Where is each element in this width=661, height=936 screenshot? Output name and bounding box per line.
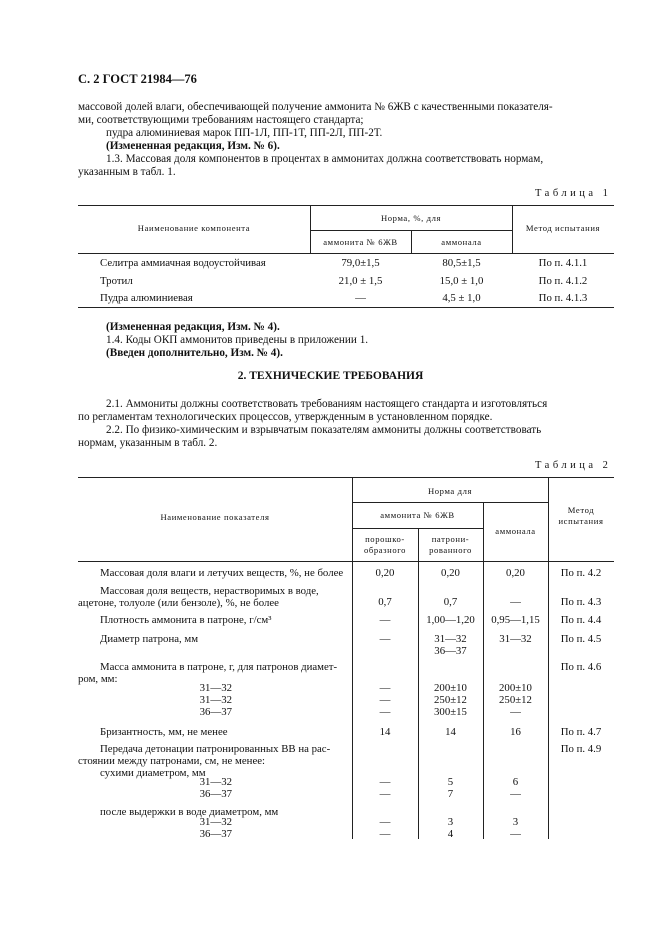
table2-header-amm6: аммонита № 6ЖВ xyxy=(380,510,455,520)
table-cell: 7 xyxy=(447,788,454,800)
table-cell: Массовая доля веществ, нерастворимых в воде, xyxy=(100,585,319,597)
table-cell: Плотность аммонита в патроне, г/см³ xyxy=(100,614,272,626)
table-cell: 200±10 xyxy=(434,682,467,694)
amendment-note: (Введен дополнительно, Изм. № 4). xyxy=(106,347,283,359)
table-cell: 4 xyxy=(447,828,454,840)
table2-header-cartridge: патрони- xyxy=(431,534,470,544)
table-cell: 31—32 xyxy=(199,816,232,828)
table-cell: — xyxy=(379,633,391,645)
text-line: 1.3. Массовая доля компонентов в процентах в аммонитах должна соответствовать нормам, xyxy=(106,153,544,165)
table-cell: — xyxy=(510,828,521,840)
table-cell: 0,7 xyxy=(443,596,458,608)
table2-header-method: Метод xyxy=(567,505,595,515)
table-cell: — xyxy=(379,682,391,694)
table1-caption: Таблица 1 xyxy=(535,188,612,199)
table-cell: По п. 4.1.2 xyxy=(538,275,588,287)
table-cell: 14 xyxy=(445,726,456,738)
table-cell: 0,95—1,15 xyxy=(491,614,540,626)
table-cell: — xyxy=(379,828,391,840)
table-cell: 300±15 xyxy=(434,706,467,718)
table-cell: 36—37 xyxy=(199,828,232,840)
table-cell: 0,20 xyxy=(375,567,395,579)
table2-header-cartridge: рованного xyxy=(429,545,472,555)
table-cell: 0,20 xyxy=(441,567,460,579)
table-cell: 250±12 xyxy=(499,694,532,706)
table-cell: 5 xyxy=(447,776,454,788)
page-header: С. 2 ГОСТ 21984—76 xyxy=(78,72,197,86)
table1-header-name: Наименование компонента xyxy=(137,223,251,233)
table-cell: 250±12 xyxy=(434,694,467,706)
table2-header-norm: Норма для xyxy=(427,486,473,496)
table-cell: 36—37 xyxy=(199,706,232,718)
table-cell: 31—32 xyxy=(499,633,532,645)
table-cell: 36—37 xyxy=(199,788,232,800)
table-cell: — xyxy=(379,776,391,788)
table-cell: По п. 4.1.1 xyxy=(538,257,588,269)
table-cell: — xyxy=(510,596,521,608)
table-cell: ром, мм: xyxy=(78,673,118,685)
table-cell: Пудра алюминиевая xyxy=(100,292,193,304)
table-cell: Массовая доля влаги и летучих веществ, %, не более xyxy=(100,567,344,579)
table1-header-ammonal: аммонала xyxy=(441,237,482,247)
text-line: пудра алюминиевая марок ПП-1Л, ПП-1Т, ПП-2Л, ПП-2Т. xyxy=(106,127,383,139)
table-cell: Передача детонации патронированных ВВ на рас- xyxy=(100,743,331,755)
table-cell: 31—32 xyxy=(434,633,467,645)
table-cell: 79,0±1,5 xyxy=(341,257,380,269)
table2-header-name: Наименование показателя xyxy=(160,512,270,522)
table-cell: По п. 4.5 xyxy=(560,633,602,645)
table-cell: 16 xyxy=(510,726,521,738)
text-line: ми, соответствующими требованиям настоящего стандарта; xyxy=(78,114,364,126)
table-cell: ацетоне, толуоле (или бензоле), %, не более xyxy=(78,597,279,609)
text-line: массовой долей влаги, обеспечивающей получение аммонита № 6ЖВ с качественными показателя- xyxy=(78,101,553,113)
table-cell: По п. 4.2 xyxy=(560,567,602,579)
table-cell: По п. 4.3 xyxy=(560,596,602,608)
text-line: 1.4. Коды ОКП аммонитов приведены в приложении 1. xyxy=(106,334,369,346)
table-cell: 31—32 xyxy=(199,682,232,694)
table2-header-powder: порошко- xyxy=(365,534,405,544)
table-cell: 0,20 xyxy=(506,567,525,579)
table-cell: По п. 4.4 xyxy=(560,614,602,626)
table-cell: 0,7 xyxy=(378,596,392,608)
section-title: 2. ТЕХНИЧЕСКИЕ ТРЕБОВАНИЯ xyxy=(237,370,424,382)
table-cell: Диаметр патрона, мм xyxy=(100,633,199,645)
table-cell: 3 xyxy=(512,816,519,828)
table-cell: По п. 4.9 xyxy=(560,743,602,755)
text-line: указанным в табл. 1. xyxy=(78,166,176,178)
table-cell: По п. 4.7 xyxy=(560,726,602,738)
table-cell: 4,5 ± 1,0 xyxy=(442,292,481,304)
table1-header-method: Метод испытания xyxy=(525,223,601,233)
table-cell: 14 xyxy=(379,726,391,738)
amendment-note: (Измененная редакция, Изм. № 4). xyxy=(106,321,280,333)
table-cell: — xyxy=(379,788,391,800)
table2-caption: Таблица 2 xyxy=(535,460,612,471)
table-cell: — xyxy=(379,614,391,626)
table-cell: 15,0 ± 1,0 xyxy=(439,275,484,287)
table-cell: По п. 4.1.3 xyxy=(538,292,588,304)
table-cell: — xyxy=(379,706,391,718)
table-cell: сухими диаметром, мм xyxy=(100,767,206,779)
table-cell: 1,00—1,20 xyxy=(426,614,475,626)
text-line: по регламентам технологических процессов, утвержденным в установленном порядке. xyxy=(78,411,493,423)
table-cell: — xyxy=(355,292,366,304)
table2-header-method: испытания xyxy=(558,516,604,526)
text-line: нормам, указанным в табл. 2. xyxy=(78,437,218,449)
table-cell: Тротил xyxy=(100,275,133,287)
table-cell: 3 xyxy=(447,816,454,828)
table-cell: 200±10 xyxy=(499,682,532,694)
table1-header-amm6: аммонита № 6ЖВ xyxy=(323,237,398,247)
table-cell: Бризантность, мм, не менее xyxy=(100,726,228,738)
text-line: 2.2. По физико-химическим и взрывчатым показателям аммониты должны соответствовать xyxy=(106,424,542,436)
table-cell: 21,0 ± 1,5 xyxy=(338,275,383,287)
table-cell: — xyxy=(379,694,391,706)
table-cell: 80,5±1,5 xyxy=(442,257,481,269)
table2-header-powder: образного xyxy=(363,545,407,555)
table1-header-norm: Норма, %, для xyxy=(380,213,442,223)
amendment-note: (Измененная редакция, Изм. № 6). xyxy=(106,140,280,152)
table-cell: стоянии между патронами, см, не менее: xyxy=(78,755,266,767)
table2-header-ammonal: аммонала xyxy=(495,526,536,536)
table-cell: 6 xyxy=(512,776,519,788)
table-cell: Масса аммонита в патроне, г, для патронов диамет- xyxy=(100,661,338,673)
table-cell: — xyxy=(379,816,391,828)
table-cell: Селитра аммиачная водоустойчивая xyxy=(100,257,266,269)
table-cell: По п. 4.6 xyxy=(560,661,602,673)
table-cell: — xyxy=(510,788,521,800)
table-cell: 31—32 xyxy=(199,694,232,706)
table-cell: — xyxy=(510,706,521,718)
table-cell: после выдержки в воде диаметром, мм xyxy=(100,806,279,818)
table-cell: 36—37 xyxy=(434,645,467,657)
table-cell: 31—32 xyxy=(199,776,232,788)
text-line: 2.1. Аммониты должны соответствовать требованиям настоящего стандарта и изготовляться xyxy=(106,398,548,410)
